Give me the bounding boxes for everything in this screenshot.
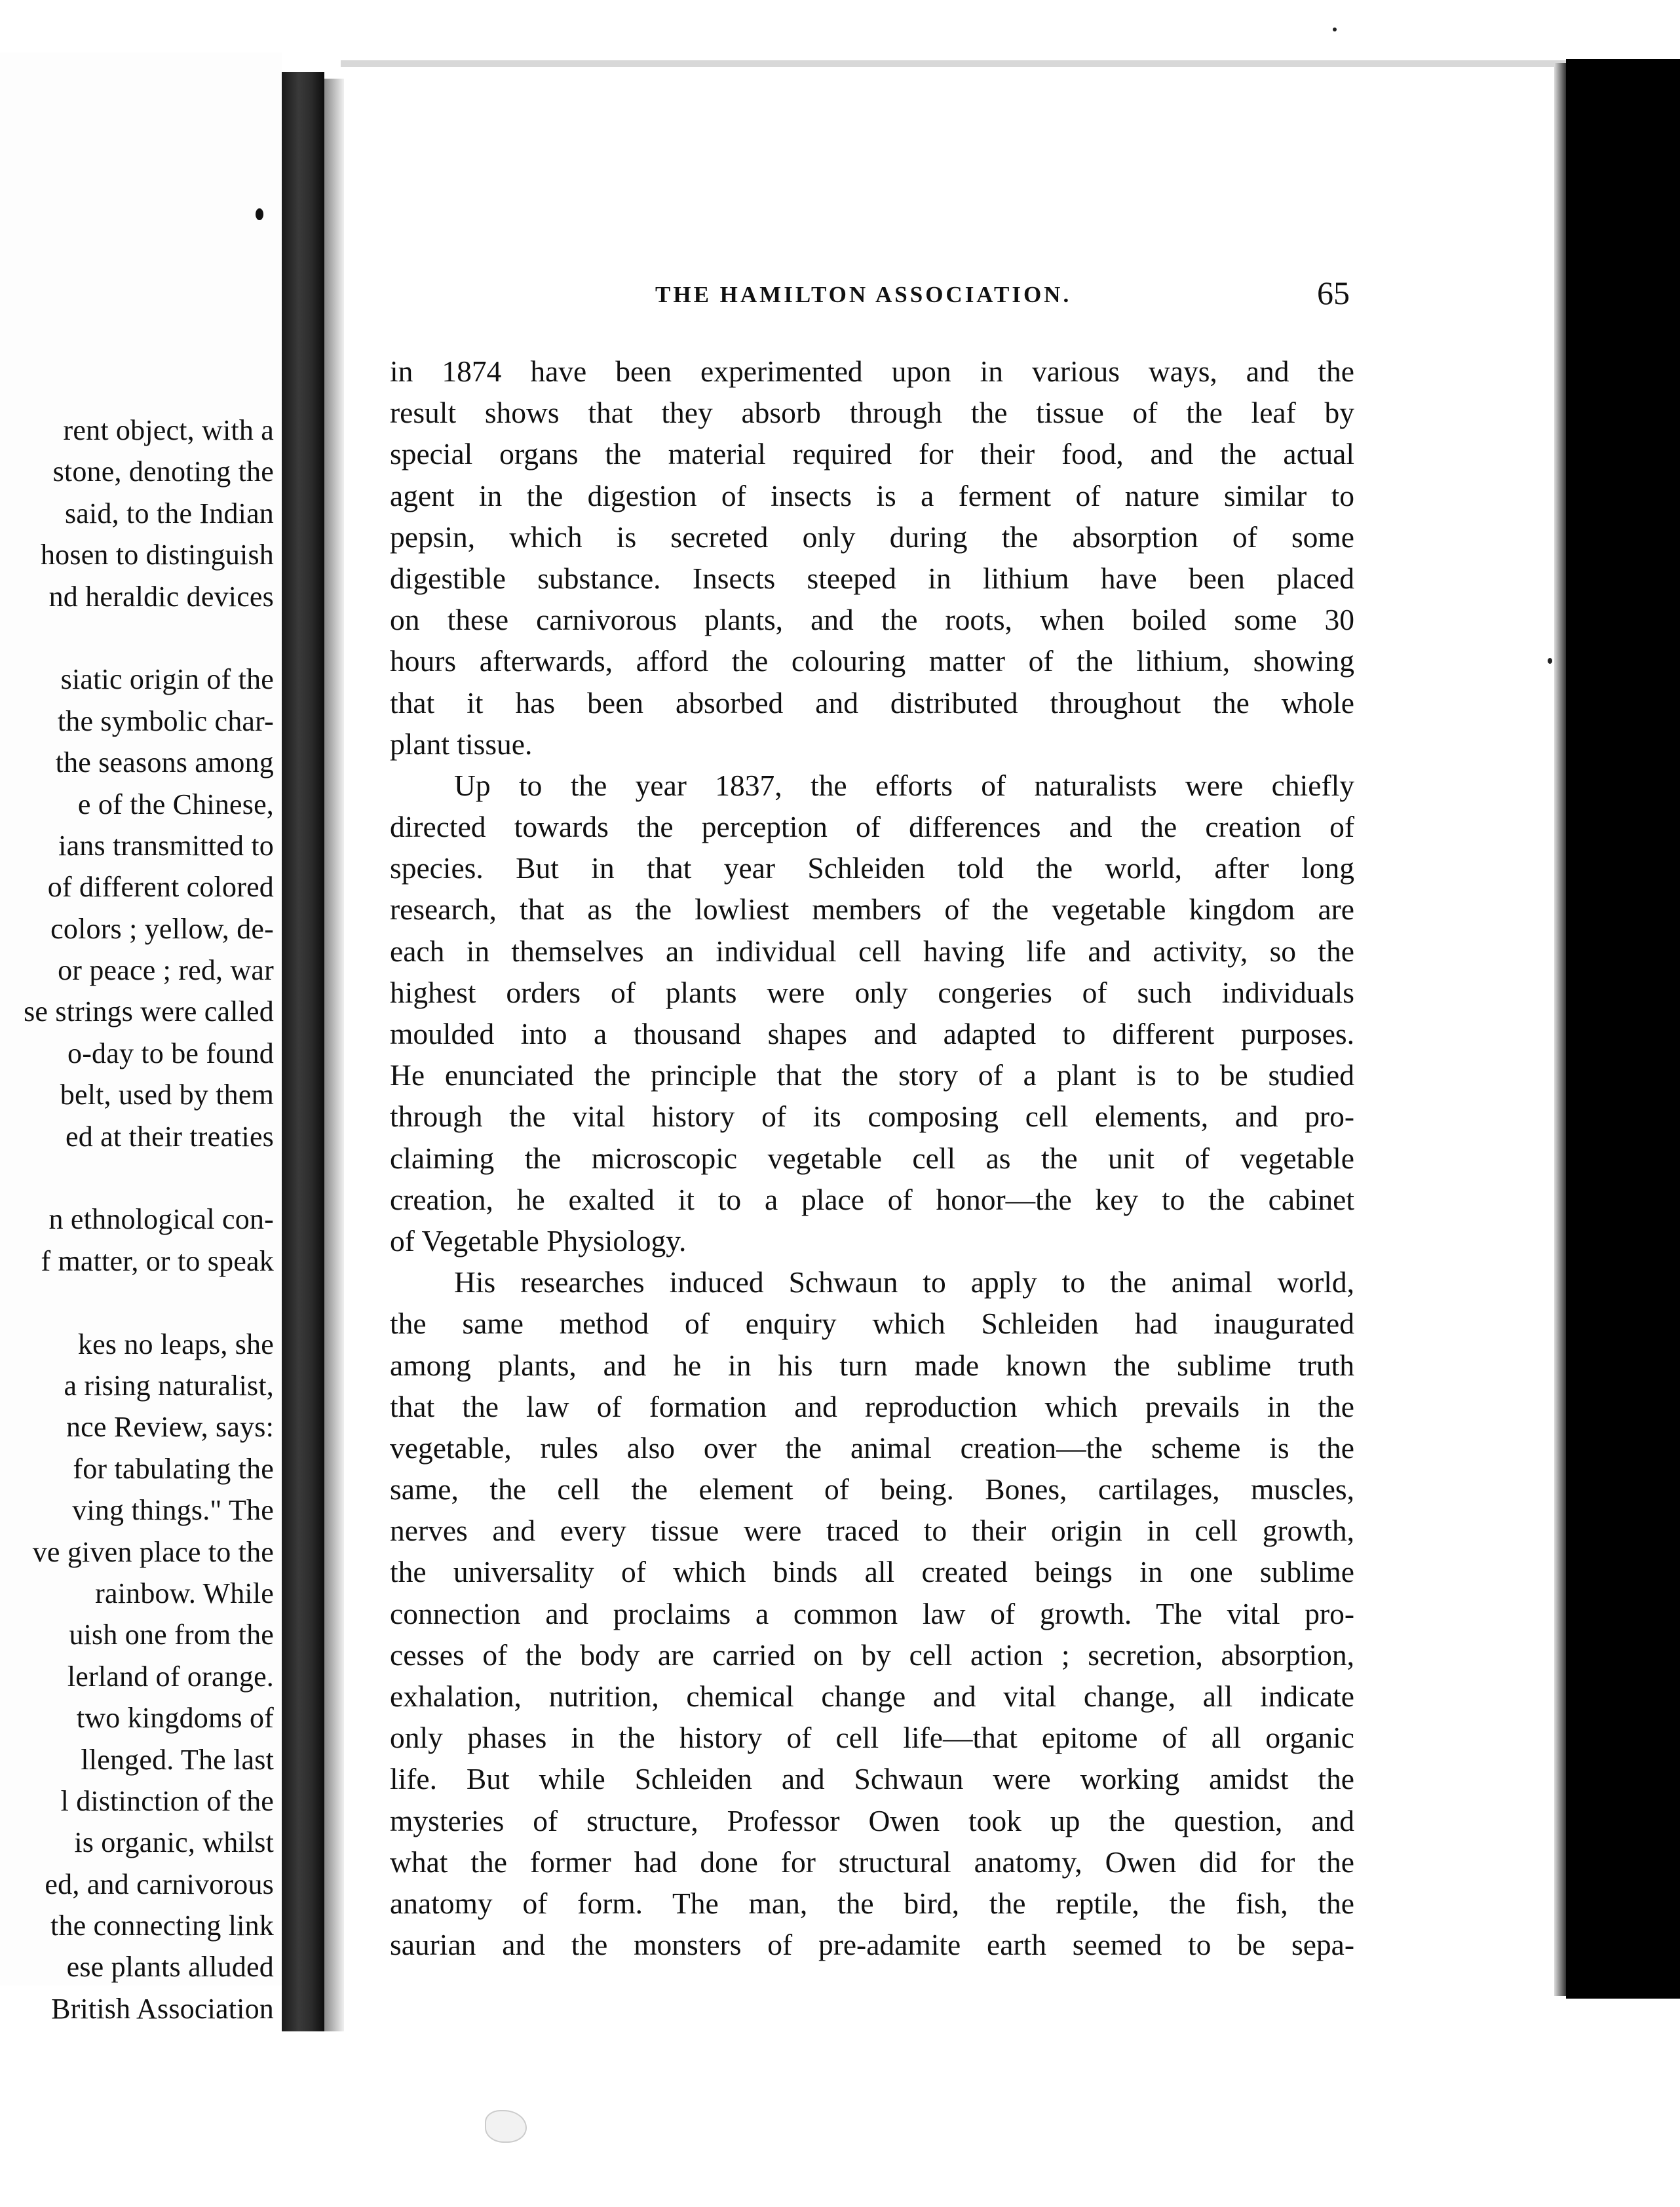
- text-line: saurian and the monsters of pre-adamite earth seemed to be sepa-: [390, 1928, 1354, 1962]
- scan-speck: [1548, 658, 1552, 664]
- previous-page-line: of different colored: [47, 871, 274, 904]
- text-line: among plants, and he in his turn made known the sublime truth: [390, 1348, 1354, 1382]
- previous-page-line: se strings were called: [24, 995, 274, 1028]
- top-page-edge: [341, 60, 1566, 67]
- text-line: agent in the digestion of insects is a ferment of nature similar to: [390, 478, 1354, 512]
- previous-page-line: belt, used by them: [60, 1079, 274, 1111]
- previous-page-line: f matter, or to speak: [41, 1244, 274, 1277]
- text-line: result shows that they absorb through the tissue of the leaf by: [390, 396, 1354, 430]
- text-line: through the vital history of its composing cell elements, and pro-: [390, 1100, 1354, 1134]
- text-line: life. But while Schleiden and Schwaun were working amidst the: [390, 1762, 1354, 1796]
- text-line: highest orders of plants were only congeries of such individuals: [390, 975, 1354, 1009]
- text-line: vegetable, rules also over the animal creation—the scheme is the: [390, 1430, 1354, 1465]
- previous-page-line: o-day to be found: [67, 1037, 274, 1069]
- text-line: the universality of which binds all created beings in one sublime: [390, 1555, 1354, 1589]
- text-line: that it has been absorbed and distributed throughout the whole: [390, 685, 1354, 720]
- text-line: His researches induced Schwaun to apply to the animal world,: [454, 1265, 1354, 1299]
- text-line: on these carnivorous plants, and the roots, when boiled some 30: [390, 603, 1354, 637]
- text-line: mysteries of structure, Professor Owen took up the question, and: [390, 1803, 1354, 1837]
- book-spine-gutter: [282, 72, 324, 2031]
- previous-page-line: e of the Chinese,: [77, 788, 274, 820]
- text-line: the same method of enquiry which Schleiden had inaugurated: [390, 1307, 1354, 1341]
- text-line: nerves and every tissue were traced to their origin in cell growth,: [390, 1514, 1354, 1548]
- text-line: of Vegetable Physiology.: [390, 1223, 687, 1257]
- text-line: that the law of formation and reproduction which prevails in the: [390, 1389, 1354, 1423]
- text-line: special organs the material required for their food, and the actual: [390, 437, 1354, 471]
- running-header: THE HAMILTON ASSOCIATION.: [655, 282, 1072, 307]
- previous-page-line: said, to the Indian: [64, 497, 274, 529]
- text-line: creation, he exalted it to a place of honor—the key to the cabinet: [390, 1182, 1354, 1216]
- previous-page-text: [0, 410, 274, 2029]
- previous-page-line: [0, 617, 274, 659]
- page-body-text: [390, 351, 1354, 1965]
- text-line: He enunciated the principle that the story of a plant is to be studied: [390, 1058, 1354, 1092]
- text-line: moulded into a thousand shapes and adapted to different purposes.: [390, 1017, 1354, 1050]
- previous-page-line: stone, denoting the: [52, 455, 274, 488]
- previous-page-line: ed, and carnivorous: [45, 1868, 274, 1900]
- previous-page-line: nce Review, says:: [66, 1411, 274, 1444]
- text-line: anatomy of form. The man, the bird, the reptile, the fish, the: [390, 1886, 1354, 1920]
- previous-page-line: uish one from the: [69, 1619, 274, 1651]
- scan-speck: [1333, 28, 1337, 31]
- text-line: what the former had done for structural anatomy, Owen did for the: [390, 1845, 1354, 1879]
- previous-page-line: n ethnological con-: [48, 1203, 274, 1236]
- previous-page-line: is organic, whilst: [74, 1826, 274, 1859]
- previous-page-line: rent object, with a: [63, 414, 274, 446]
- text-line: directed towards the perception of differences and the creation of: [390, 810, 1354, 844]
- text-line: only phases in the history of cell life—that epitome of all organic: [390, 1721, 1354, 1755]
- previous-page-line: ed at their treaties: [66, 1120, 274, 1153]
- previous-page-line: kes no leaps, she: [77, 1328, 274, 1360]
- previous-page-line: [0, 1282, 274, 1323]
- text-line: hours afterwards, afford the colouring matter of the lithium, showing: [390, 644, 1354, 678]
- previous-page-line: ese plants alluded: [66, 1951, 274, 1984]
- previous-page-line: the seasons among: [55, 746, 274, 779]
- text-line: connection and proclaims a common law of growth. The vital pro-: [390, 1596, 1354, 1630]
- page-number: 65: [1317, 275, 1350, 311]
- scan-border-right: [1566, 59, 1680, 1999]
- previous-page-line: colors ; yellow, de-: [50, 912, 274, 945]
- previous-page-line: the symbolic char-: [57, 704, 274, 737]
- page-stain: [485, 2110, 527, 2143]
- text-line: digestible substance. Insects steeped in lithium have been placed: [390, 561, 1354, 595]
- previous-page-line: a rising naturalist,: [64, 1369, 274, 1402]
- previous-page-line: ians transmitted to: [58, 829, 274, 862]
- right-page-edge: [1554, 63, 1566, 1996]
- previous-page-line: rainbow. While: [95, 1577, 274, 1609]
- text-line: cesses of the body are carried on by cell action ; secretion, absorption,: [390, 1638, 1354, 1672]
- previous-page-line: the connecting link: [50, 1910, 274, 1942]
- text-line: research, that as the lowliest members of the vegetable kingdom are: [390, 892, 1354, 927]
- previous-page-line: ving things." The: [72, 1494, 274, 1527]
- previous-page-line: l distinction of the: [60, 1784, 274, 1817]
- gutter-shadow: [324, 79, 344, 2031]
- previous-page-line: llenged. The last: [81, 1743, 274, 1776]
- previous-page-line: or peace ; red, war: [58, 954, 274, 987]
- text-line: exhalation, nutrition, chemical change and vital change, all indicate: [390, 1679, 1354, 1713]
- previous-page-line: hosen to distinguish: [40, 539, 274, 571]
- ink-dot: [256, 208, 263, 220]
- previous-page-fragment: [0, 52, 282, 2025]
- text-line: plant tissue.: [390, 727, 533, 761]
- text-line: each in themselves an individual cell having life and activity, so the: [390, 934, 1354, 968]
- previous-page-line: for tabulating the: [73, 1452, 274, 1485]
- previous-page-line: nd heraldic devices: [48, 580, 274, 613]
- text-line: same, the cell the element of being. Bones, cartilages, muscles,: [390, 1472, 1354, 1507]
- previous-page-line: two kingdoms of: [76, 1702, 274, 1735]
- previous-page-line: lerland of orange.: [67, 1660, 274, 1693]
- text-line: claiming the microscopic vegetable cell as the unit of vegetable: [390, 1141, 1354, 1175]
- previous-page-line: [0, 1157, 274, 1199]
- previous-page-line: siatic origin of the: [60, 663, 274, 696]
- previous-page-line: British Association: [51, 1992, 274, 2025]
- text-line: pepsin, which is secreted only during the absorption of some: [390, 520, 1354, 554]
- text-line: Up to the year 1837, the efforts of naturalists were chiefly: [454, 768, 1354, 802]
- text-line: species. But in that year Schleiden told the world, after long: [390, 851, 1354, 885]
- text-line: in 1874 have been experimented upon in various ways, and the: [390, 355, 1354, 388]
- previous-page-line: ve given place to the: [32, 1535, 274, 1568]
